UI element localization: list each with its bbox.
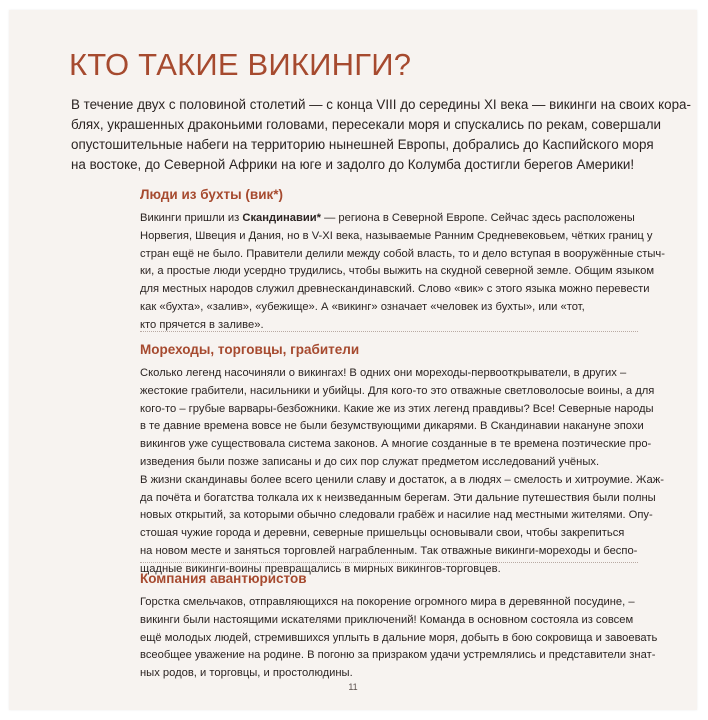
page-number: 11 xyxy=(348,682,358,692)
section-heading-people-of-the-bay: Люди из бухты (вик*) xyxy=(140,187,284,202)
section-heading-seafarers: Мореходы, торговцы, грабители xyxy=(140,342,360,357)
text-line: викинги были настоящими искателями приключений! Команда в основном состояла из совсем xyxy=(140,613,634,626)
term-scandinavia: Скандинавии* xyxy=(242,212,321,224)
page-title: КТО ТАКИЕ ВИКИНГИ? xyxy=(69,47,412,82)
text-line xyxy=(140,210,638,228)
text-line: кто прячется в заливе». xyxy=(140,318,264,331)
intro-line: на востоке, до Северной Африки на юге и задолго до Колумба достигли берегов Америки! xyxy=(71,157,635,172)
text-line: новых открытий, за которыми обычно следовали грабёж и насилие над местными жителями. Опу- xyxy=(140,509,653,522)
intro-line: В течение двух с половиной столетий — с конца VIII до середины XI века — викинги на своих кора- xyxy=(71,97,691,112)
text-line: В жизни скандинавы более всего ценили славу и достаток, а в людях – смелость и хитроумие. Жаж- xyxy=(140,473,664,486)
section-body-seafarers xyxy=(140,365,664,579)
intro-line: блях, украшенных драконьими головами, пересекали моря и спускались по рекам, совершали xyxy=(71,117,661,132)
text-line: да почёта и богатства толкала их к неизведанным берегам. Эти дальние путешествия были полны xyxy=(140,491,656,504)
section-divider xyxy=(140,331,638,332)
text-line: изведения были позже записаны и до сих пор служат предметом исследований учёных. xyxy=(140,455,600,468)
section-divider xyxy=(140,562,638,563)
text-line: ещё молодых людей, стремившихся уплыть в дальние моря, добыть в бою сокровища и завоевать xyxy=(140,631,658,644)
intro-line: опустошительные набеги на территорию нынешней Европы, добрались до Каспийского моря xyxy=(71,137,654,152)
text-line: Сколько легенд насочиняли о викингах! В одних они мореходы-первооткрыватели, в других – xyxy=(140,367,627,379)
section-body-people-of-the-bay xyxy=(140,210,665,335)
intro-paragraph xyxy=(71,95,691,175)
text-line: всеобщее уважение на родине. В погоню за призраком удачи устремлялись и представители знат- xyxy=(140,649,656,662)
text-line: стран ещё не было. Правители делили между собой власть, то и дело вступая в вооружённые стыч- xyxy=(140,247,665,260)
text-line: Норвегия, Швеция и Дания, но в V-XI века, называемые Ранним Средневековьем, чётких границ у xyxy=(140,229,653,242)
text-line: викингов уже существовала система законов. А многие созданные в те времена поэтические про- xyxy=(140,438,652,451)
section-body-adventurers xyxy=(140,594,658,683)
text-line: для местных народов служил древнескандинавский. Слово «вик» с этого языка можно перевести xyxy=(140,283,650,296)
text-line: Горстка смельчаков, отправляющихся на покорение огромного мира в деревянной посудине, – xyxy=(140,596,635,608)
text-line: жестокие грабители, насильники и убийцы. Для кого-то это отважные светловолосые воины, а для xyxy=(140,384,655,397)
text-line: как «бухта», «залив», «убежище». А «викинг» означает «человек из бухты», или «тот, xyxy=(140,300,585,313)
text-fragment: Викинги пришли из xyxy=(140,212,243,224)
text-line: стошая чужие города и деревни, северные пришельцы основывали свои, чтобы закрепиться xyxy=(140,527,625,540)
text-line: кого-то – грубые варвары-безбожники. Какие же из этих легенд правдивы? Все! Северные народы xyxy=(140,402,654,415)
text-line: щадные викинги-воины превращались в мирных викингов-торговцев. xyxy=(140,562,501,575)
text-line: ки, а простые люди усердно трудились, чтобы выжить на скудной северной земле. Общим языком xyxy=(140,265,655,278)
section-heading-adventurers: Компания авантюристов xyxy=(140,571,307,586)
text-line: на новом месте и заняться торговлей награбленным. Так отважные викинги-мореходы и беспо- xyxy=(140,544,638,557)
text-fragment: — региона в Северной Европе. Сейчас здесь расположены xyxy=(320,212,635,224)
text-line: в те давние времена вовсе не были безумствующими дикарями. В Скандинавии накануне эпохи xyxy=(140,420,644,433)
book-page xyxy=(9,10,697,710)
text-line: ных родов, и торговцы, и простолюдины. xyxy=(140,667,353,680)
